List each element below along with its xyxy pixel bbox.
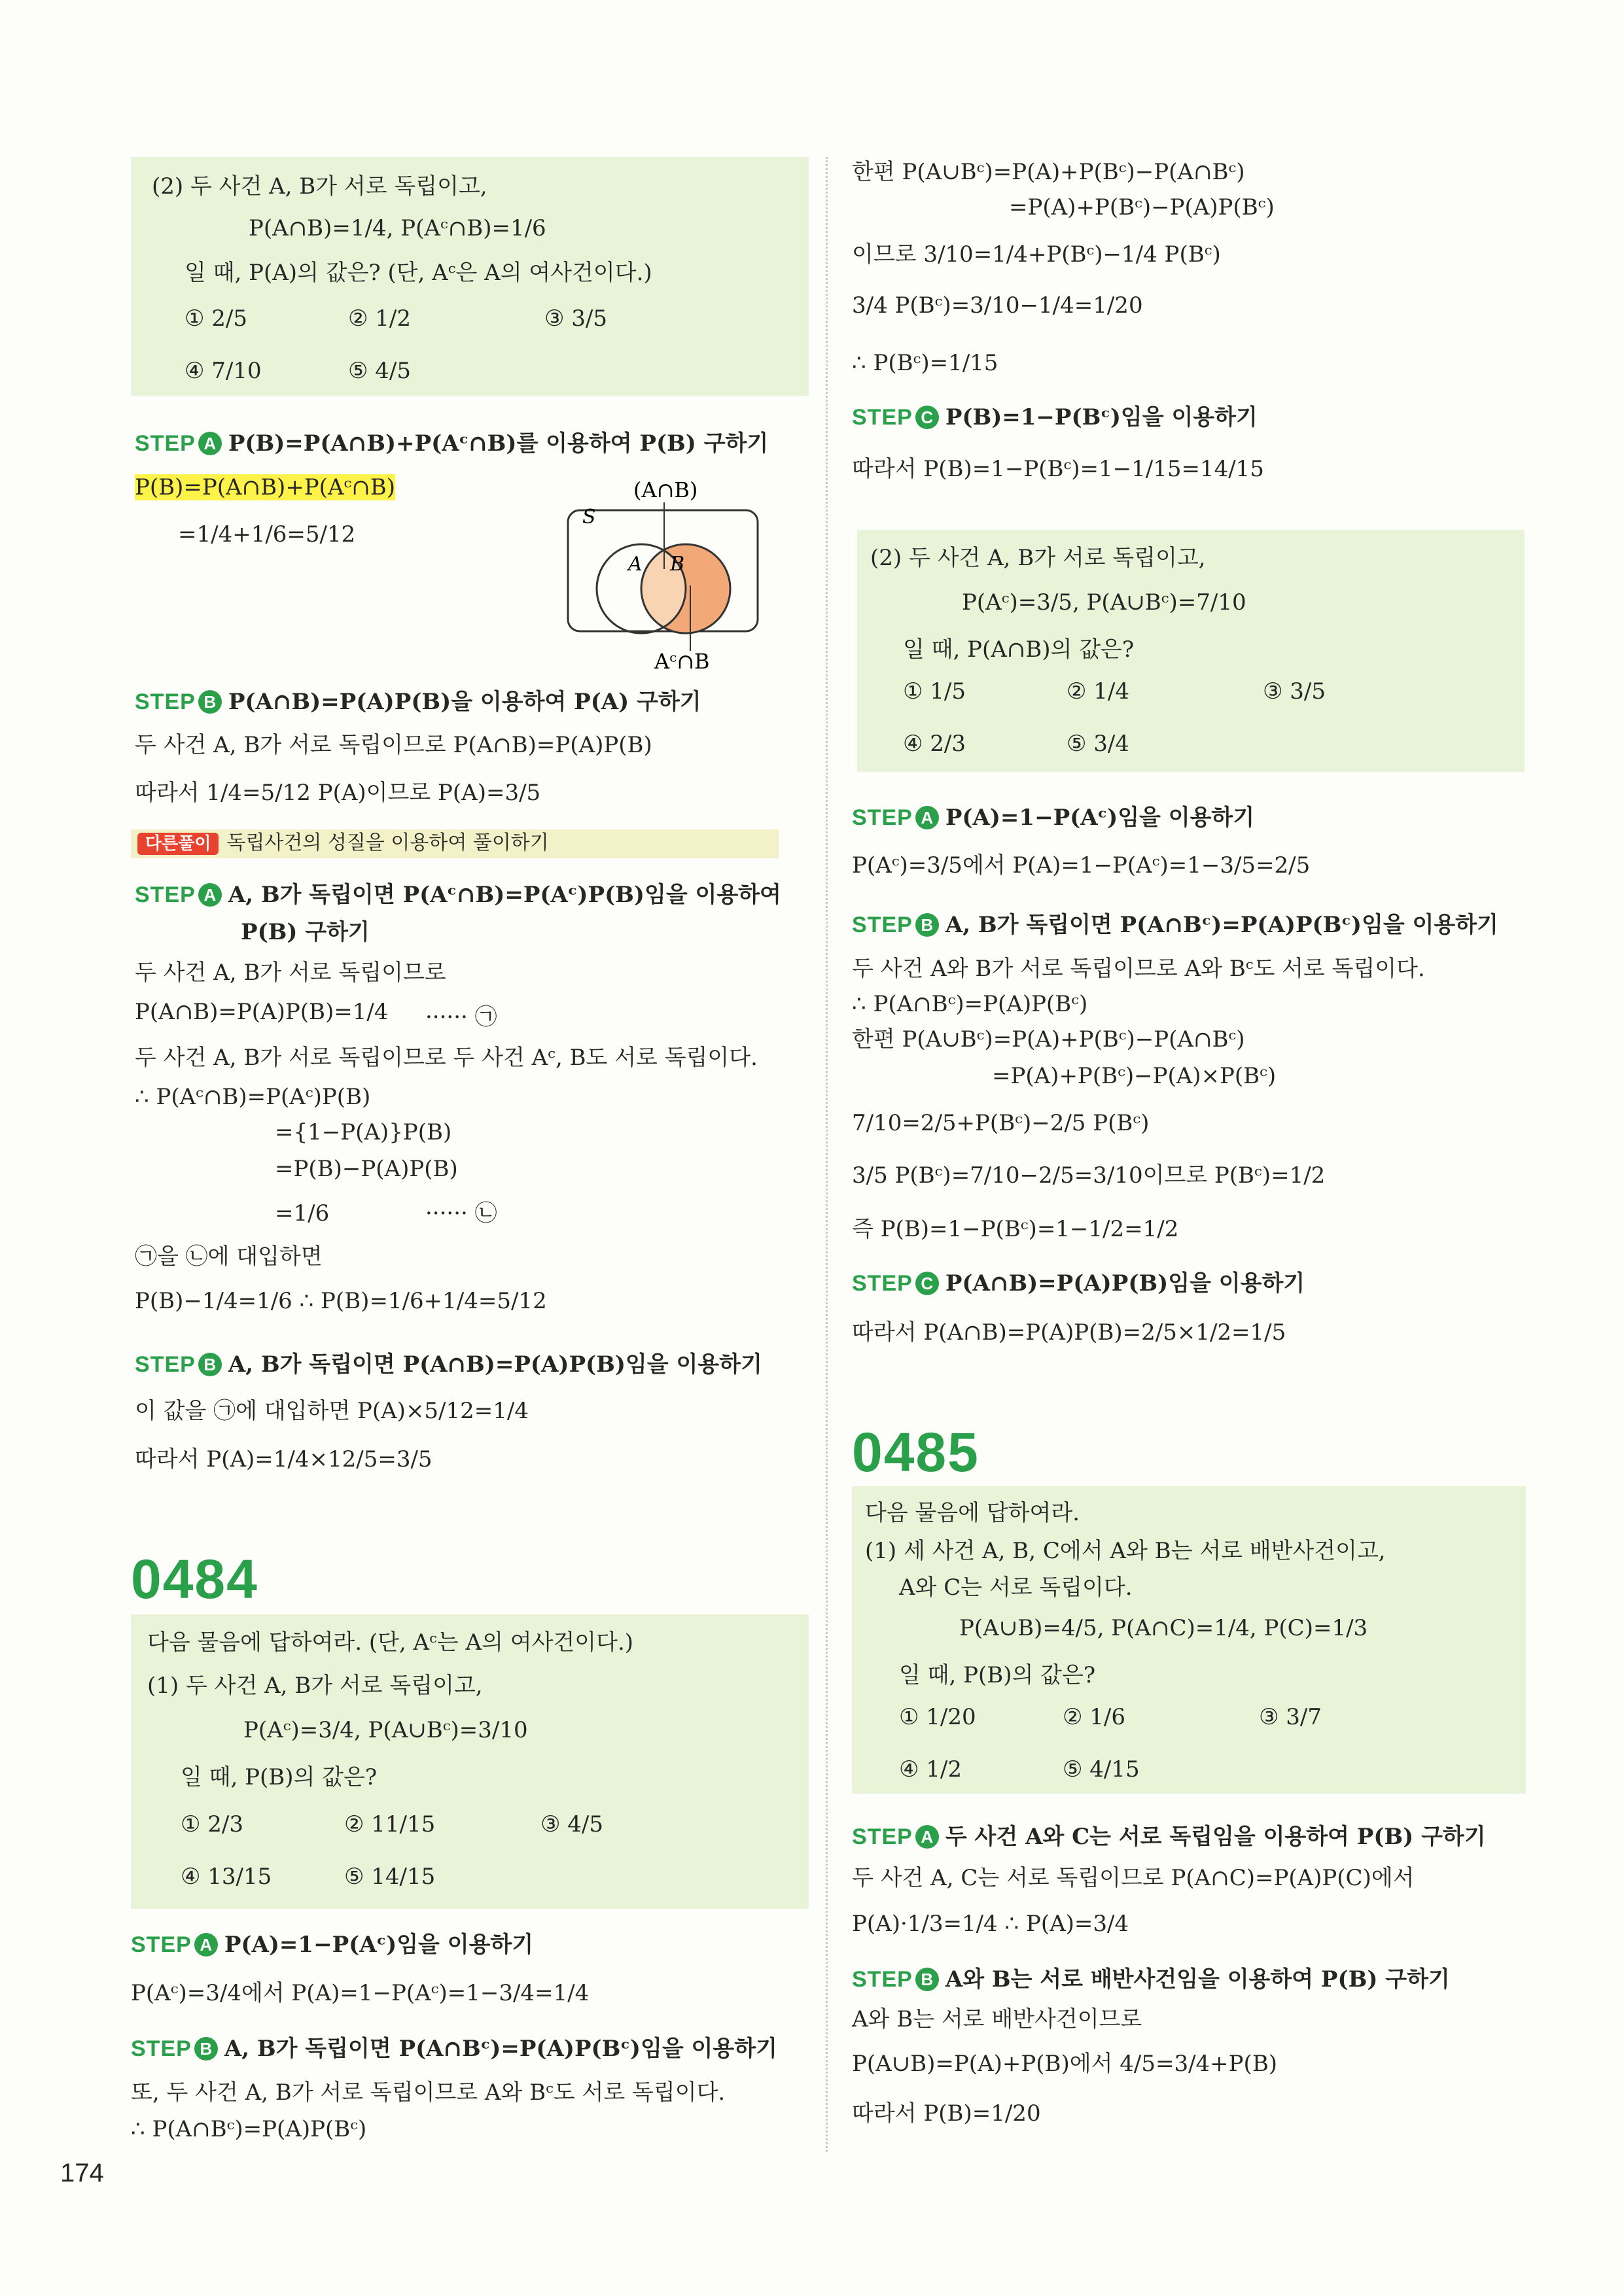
solution-line: 두 사건 A와 B가 서로 독립이므로 A와 Bᶜ도 서로 독립이다. xyxy=(852,956,1425,982)
step-label: STEP xyxy=(852,805,913,830)
step-title: P(A)=1−P(Aᶜ)임을 이용하기 xyxy=(945,805,1255,831)
choice-5[interactable]: ⑤ 14/15 xyxy=(344,1864,436,1890)
problem-line: P(A∪B)=4/5, P(A∩C)=1/4, P(C)=1/3 xyxy=(959,1615,1368,1641)
step-label: STEP xyxy=(852,1824,913,1849)
step-label: STEP xyxy=(135,1352,196,1377)
solution-line: 한편 P(A∪Bᶜ)=P(A)+P(Bᶜ)−P(A∩Bᶜ) xyxy=(852,159,1245,185)
solution-line: 7/10=2/5+P(Bᶜ)−2/5 P(Bᶜ) xyxy=(852,1110,1150,1136)
solution-line: 두 사건 A, B가 서로 독립이므로 두 사건 Aᶜ, B도 서로 독립이다. xyxy=(135,1045,758,1071)
step-title: A, B가 독립이면 P(A∩B)=P(A)P(B)임을 이용하기 xyxy=(228,1351,762,1378)
step-a-heading xyxy=(852,1825,1486,1849)
step-a-heading xyxy=(135,432,768,455)
choice-2[interactable]: ② 1/6 xyxy=(1063,1704,1126,1730)
step-letter: C xyxy=(915,406,939,429)
choice-4[interactable]: ④ 1/2 xyxy=(899,1756,962,1783)
solution-line: P(B)−1/4=1/6 ∴ P(B)=1/6+1/4=5/12 xyxy=(135,1288,547,1314)
problem-number-0484: 0484 xyxy=(131,1548,258,1610)
choice-5[interactable]: ⑤ 4/5 xyxy=(348,358,412,384)
step-label: STEP xyxy=(852,1967,913,1992)
choice-1[interactable]: ① 1/20 xyxy=(899,1704,976,1730)
choice-3[interactable]: ③ 3/7 xyxy=(1259,1704,1322,1730)
step-label: STEP xyxy=(852,405,913,430)
solution-line: 두 사건 A, B가 서로 독립이므로 P(A∩B)=P(A)P(B) xyxy=(135,732,652,758)
choice-5[interactable]: ⑤ 4/15 xyxy=(1063,1756,1140,1783)
solution-line: 이 값을 ㉠에 대입하면 P(A)×5/12=1/4 xyxy=(135,1398,529,1424)
solution-line: 또, 두 사건 A, B가 서로 독립이므로 A와 Bᶜ도 서로 독립이다. xyxy=(131,2079,726,2106)
equation-tag: ······ ㉡ xyxy=(425,1200,497,1226)
column-divider xyxy=(826,157,828,2152)
step-label: STEP xyxy=(135,689,196,714)
step-b-heading xyxy=(131,2037,777,2061)
choice-2[interactable]: ② 11/15 xyxy=(344,1811,436,1837)
problem-number-0485: 0485 xyxy=(852,1421,980,1483)
problem-line: P(Aᶜ)=3/5, P(A∪Bᶜ)=7/10 xyxy=(962,589,1246,616)
step-title: A와 B는 서로 배반사건임을 이용하여 P(B) 구하기 xyxy=(945,1966,1450,1992)
problem-line: P(A∩B)=1/4, P(Aᶜ∩B)=1/6 xyxy=(249,215,546,241)
problem-line: 일 때, P(A)의 값은? (단, Aᶜ은 A의 여사건이다.) xyxy=(185,260,652,286)
step-letter: B xyxy=(198,690,222,714)
solution-line: ∴ P(Aᶜ∩B)=P(Aᶜ)P(B) xyxy=(135,1084,371,1110)
step-title: A, B가 독립이면 P(A∩Bᶜ)=P(A)P(Bᶜ)임을 이용하기 xyxy=(224,2036,777,2062)
problem-line: 다음 물음에 답하여라. (단, Aᶜ는 A의 여사건이다.) xyxy=(147,1629,634,1656)
choice-3[interactable]: ③ 3/5 xyxy=(544,305,608,332)
step-title: P(A∩B)=P(A)P(B)임을 이용하기 xyxy=(945,1270,1305,1296)
step-a-heading xyxy=(131,1933,533,1957)
solution-line: 따라서 1/4=5/12 P(A)이므로 P(A)=3/5 xyxy=(135,780,541,806)
choice-5[interactable]: ⑤ 3/4 xyxy=(1067,731,1130,757)
problem-line: 일 때, P(A∩B)의 값은? xyxy=(903,636,1135,663)
choice-1[interactable]: ① 2/3 xyxy=(181,1811,244,1837)
solution-line: =P(B)−P(A)P(B) xyxy=(275,1156,458,1182)
step-label: STEP xyxy=(135,882,196,907)
solution-line: A와 B는 서로 배반사건이므로 xyxy=(852,2006,1142,2032)
venn-a-label: A xyxy=(628,553,643,576)
solution-line: 즉 P(B)=1−P(Bᶜ)=1−1/2=1/2 xyxy=(852,1216,1179,1242)
step-a-heading xyxy=(852,806,1254,829)
step-title: P(A∩B)=P(A)P(B)을 이용하여 P(A) 구하기 xyxy=(228,689,701,715)
choice-2[interactable]: ② 1/2 xyxy=(348,305,412,332)
choice-3[interactable]: ③ 3/5 xyxy=(1263,678,1326,704)
venn-top-label: (A∩B) xyxy=(633,478,698,502)
problem-line: (1) 두 사건 A, B가 서로 독립이고, xyxy=(147,1673,483,1699)
step-title: P(B)=1−P(Bᶜ)임을 이용하기 xyxy=(945,404,1258,430)
step-letter: A xyxy=(915,1825,939,1849)
step-title: 두 사건 A와 C는 서로 독립임을 이용하여 P(B) 구하기 xyxy=(945,1824,1486,1850)
solution-line: ={1−P(A)}P(B) xyxy=(275,1119,452,1145)
venn-s-label: S xyxy=(582,506,596,529)
solution-line: 이므로 3/10=1/4+P(Bᶜ)−1/4 P(Bᶜ) xyxy=(852,241,1221,268)
solution-line: 따라서 P(B)=1−P(Bᶜ)=1−1/15=14/15 xyxy=(852,456,1264,482)
choice-4[interactable]: ④ 7/10 xyxy=(185,358,262,384)
step-letter: A xyxy=(198,432,222,455)
step-c-heading xyxy=(852,406,1258,429)
alt-badge: 다른풀이 xyxy=(137,833,219,855)
solution-line: 따라서 P(B)=1/20 xyxy=(852,2100,1041,2127)
problem-line: A와 C는 서로 독립이다. xyxy=(899,1574,1133,1601)
solution-line: 두 사건 A, B가 서로 독립이므로 xyxy=(135,960,446,986)
step-letter: B xyxy=(915,913,939,937)
solution-line: P(Aᶜ)=3/5에서 P(A)=1−P(Aᶜ)=1−3/5=2/5 xyxy=(852,852,1311,878)
step-letter: A xyxy=(198,883,222,907)
alt-title: 독립사건의 성질을 이용하여 풀이하기 xyxy=(226,831,549,854)
alt-step-b-heading xyxy=(135,1353,762,1376)
choice-1[interactable]: ① 1/5 xyxy=(903,678,966,704)
step-letter: A xyxy=(194,1933,218,1957)
step-letter: B xyxy=(194,2037,218,2061)
solution-line: =P(A)+P(Bᶜ)−P(A)P(Bᶜ) xyxy=(1009,194,1275,220)
alt-step-a-heading xyxy=(135,883,781,907)
step-letter: B xyxy=(198,1353,222,1376)
choice-4[interactable]: ④ 13/15 xyxy=(181,1864,272,1890)
solution-line: =P(A)+P(Bᶜ)−P(A)×P(Bᶜ) xyxy=(992,1063,1277,1089)
step-letter: B xyxy=(915,1968,939,1991)
problem-line: 일 때, P(B)의 값은? xyxy=(181,1764,378,1790)
step-letter: A xyxy=(915,806,939,829)
highlighted-formula xyxy=(135,476,395,498)
page-number: 174 xyxy=(60,2159,104,2187)
problem-line: (2) 두 사건 A, B가 서로 독립이고, xyxy=(152,173,487,200)
solution-line: ∴ P(A∩Bᶜ)=P(A)P(Bᶜ) xyxy=(852,991,1088,1017)
solution-line: 두 사건 A, C는 서로 독립이므로 P(A∩C)=P(A)P(C)에서 xyxy=(852,1865,1415,1891)
step-letter: C xyxy=(915,1272,939,1295)
problem-line: (1) 세 사건 A, B, C에서 A와 B는 서로 배반사건이고, xyxy=(865,1538,1386,1564)
solution-line: 한편 P(A∪Bᶜ)=P(A)+P(Bᶜ)−P(A∩Bᶜ) xyxy=(852,1026,1245,1052)
solution-line: 3/5 P(Bᶜ)=7/10−2/5=3/10이므로 P(Bᶜ)=1/2 xyxy=(852,1162,1326,1189)
solution-line: P(A)·1/3=1/4 ∴ P(A)=3/4 xyxy=(852,1911,1129,1937)
equation-tag: ······ ㉠ xyxy=(425,1004,497,1030)
step-title: A, B가 독립이면 P(Aᶜ∩B)=P(Aᶜ)P(B)임을 이용하여 xyxy=(228,882,781,908)
choice-2[interactable]: ② 1/4 xyxy=(1067,678,1130,704)
step-label: STEP xyxy=(135,431,196,456)
step-c-heading xyxy=(852,1272,1305,1295)
solution-line: ∴ P(A∩Bᶜ)=P(A)P(Bᶜ) xyxy=(131,2116,367,2142)
alt-solution-heading xyxy=(137,831,549,855)
step-title: P(A)=1−P(Aᶜ)임을 이용하기 xyxy=(224,1932,534,1958)
step-title: P(B)=P(A∩B)+P(Aᶜ∩B)를 이용하여 P(B) 구하기 xyxy=(228,430,769,457)
step-label: STEP xyxy=(131,2036,192,2061)
venn-diagram xyxy=(563,471,772,674)
step-b-heading xyxy=(135,690,701,714)
solution-line: 따라서 P(A∩B)=P(A)P(B)=2/5×1/2=1/5 xyxy=(852,1319,1286,1346)
step-label: STEP xyxy=(131,1932,192,1957)
solution-line: ㉠을 ㉡에 대입하면 xyxy=(135,1244,323,1270)
choice-3[interactable]: ③ 4/5 xyxy=(540,1811,604,1837)
solution-line: P(A∩B)=P(A)P(B)=1/4 xyxy=(135,999,389,1025)
step-title-cont: P(B) 구하기 xyxy=(241,919,370,945)
solution-line: 3/4 P(Bᶜ)=3/10−1/4=1/20 xyxy=(852,292,1143,319)
step-title: A, B가 독립이면 P(A∩Bᶜ)=P(A)P(Bᶜ)임을 이용하기 xyxy=(945,912,1498,938)
problem-line: 다음 물음에 답하여라. xyxy=(865,1500,1080,1526)
step-label: STEP xyxy=(852,913,913,937)
venn-b-label: B xyxy=(670,553,685,576)
step-b-heading xyxy=(852,913,1498,937)
problem-line: (2) 두 사건 A, B가 서로 독립이고, xyxy=(870,545,1206,571)
solution-line: P(A∪B)=P(A)+P(B)에서 4/5=3/4+P(B) xyxy=(852,2051,1278,2077)
venn-bottom-label: Aᶜ∩B xyxy=(654,649,710,674)
highlight: P(B)=P(A∩B)+P(Aᶜ∩B) xyxy=(135,474,396,500)
problem-line: 일 때, P(B)의 값은? xyxy=(899,1662,1096,1688)
solution-line: ∴ P(Bᶜ)=1/15 xyxy=(852,350,998,376)
step-label: STEP xyxy=(852,1271,913,1296)
solution-line: =1/6 xyxy=(275,1200,330,1226)
solution-line: P(Aᶜ)=3/4에서 P(A)=1−P(Aᶜ)=1−3/4=1/4 xyxy=(131,1980,590,2006)
choice-1[interactable]: ① 2/5 xyxy=(185,305,248,332)
step-b-heading xyxy=(852,1968,1450,1991)
problem-line: P(Aᶜ)=3/4, P(A∪Bᶜ)=3/10 xyxy=(243,1717,528,1743)
choice-4[interactable]: ④ 2/3 xyxy=(903,731,966,757)
solution-line: =1/4+1/6=5/12 xyxy=(178,521,356,548)
solution-line: 따라서 P(A)=1/4×12/5=3/5 xyxy=(135,1446,432,1472)
